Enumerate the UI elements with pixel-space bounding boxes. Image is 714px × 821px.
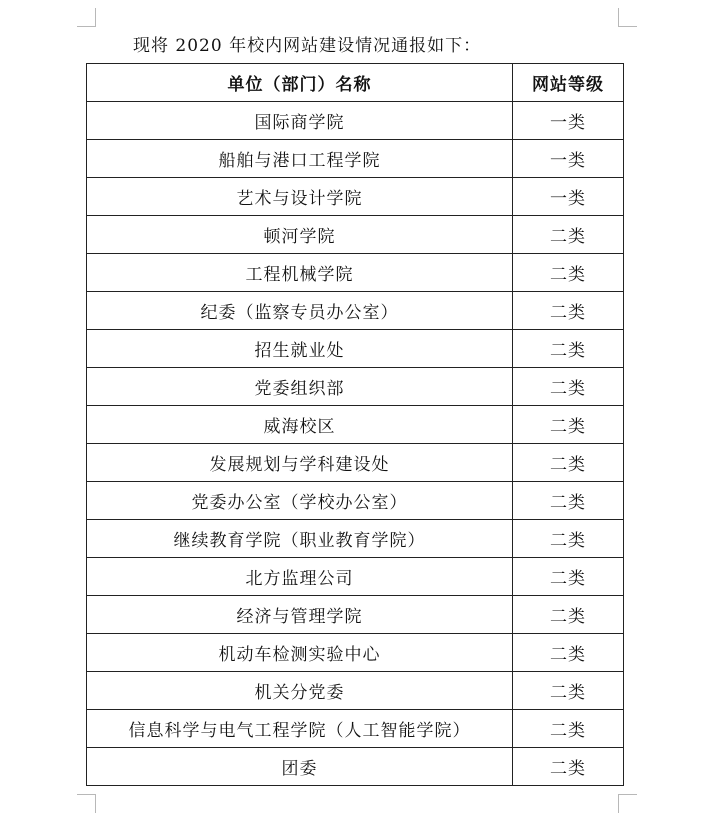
intro-paragraph: 现将 2020 年校内网站建设情况通报如下： bbox=[133, 36, 482, 56]
unit-name-cell: 党委组织部 bbox=[87, 368, 513, 406]
page-corner-mark-top-left bbox=[77, 8, 96, 27]
table-row bbox=[87, 406, 624, 444]
unit-name-cell: 机关分党委 bbox=[87, 672, 513, 710]
website-level-cell: 二类 bbox=[513, 748, 624, 786]
website-level-cell: 二类 bbox=[513, 292, 624, 330]
website-level-cell: 二类 bbox=[513, 444, 624, 482]
unit-name-cell: 威海校区 bbox=[87, 406, 513, 444]
table-row bbox=[87, 368, 624, 406]
unit-name-cell: 党委办公室（学校办公室） bbox=[87, 482, 513, 520]
table-row bbox=[87, 216, 624, 254]
unit-name-cell: 国际商学院 bbox=[87, 102, 513, 140]
website-level-cell: 二类 bbox=[513, 520, 624, 558]
website-level-cell: 一类 bbox=[513, 140, 624, 178]
website-level-cell: 二类 bbox=[513, 482, 624, 520]
unit-name-cell: 机动车检测实验中心 bbox=[87, 634, 513, 672]
header-website-level: 网站等级 bbox=[513, 64, 624, 102]
table-row bbox=[87, 140, 624, 178]
table-row bbox=[87, 634, 624, 672]
table-row bbox=[87, 482, 624, 520]
header-unit-name: 单位（部门）名称 bbox=[87, 64, 513, 102]
unit-name-cell: 工程机械学院 bbox=[87, 254, 513, 292]
website-level-cell: 二类 bbox=[513, 216, 624, 254]
table-row bbox=[87, 558, 624, 596]
unit-name-cell: 发展规划与学科建设处 bbox=[87, 444, 513, 482]
page-corner-mark-top-right bbox=[618, 8, 637, 27]
website-level-cell: 二类 bbox=[513, 672, 624, 710]
page-corner-mark-bottom-right bbox=[618, 794, 637, 813]
unit-name-cell: 经济与管理学院 bbox=[87, 596, 513, 634]
unit-name-cell: 北方监理公司 bbox=[87, 558, 513, 596]
unit-name-cell: 艺术与设计学院 bbox=[87, 178, 513, 216]
website-level-cell: 一类 bbox=[513, 178, 624, 216]
table-row bbox=[87, 596, 624, 634]
website-level-cell: 二类 bbox=[513, 710, 624, 748]
website-level-cell: 二类 bbox=[513, 634, 624, 672]
unit-name-cell: 船舶与港口工程学院 bbox=[87, 140, 513, 178]
unit-name-cell: 继续教育学院（职业教育学院） bbox=[87, 520, 513, 558]
table-row bbox=[87, 520, 624, 558]
table-row bbox=[87, 748, 624, 786]
website-level-cell: 二类 bbox=[513, 596, 624, 634]
website-level-cell: 二类 bbox=[513, 368, 624, 406]
unit-name-cell: 纪委（监察专员办公室） bbox=[87, 292, 513, 330]
table-row bbox=[87, 330, 624, 368]
website-level-cell: 二类 bbox=[513, 406, 624, 444]
table-row bbox=[87, 178, 624, 216]
table-row bbox=[87, 672, 624, 710]
website-rating-table bbox=[86, 63, 624, 786]
table-row bbox=[87, 444, 624, 482]
website-level-cell: 一类 bbox=[513, 102, 624, 140]
website-level-cell: 二类 bbox=[513, 254, 624, 292]
website-level-cell: 二类 bbox=[513, 558, 624, 596]
table-row bbox=[87, 102, 624, 140]
unit-name-cell: 团委 bbox=[87, 748, 513, 786]
table-header-row bbox=[87, 64, 624, 102]
table-row bbox=[87, 710, 624, 748]
page-corner-mark-bottom-left bbox=[77, 794, 96, 813]
website-level-cell: 二类 bbox=[513, 330, 624, 368]
unit-name-cell: 顿河学院 bbox=[87, 216, 513, 254]
table-row bbox=[87, 254, 624, 292]
unit-name-cell: 招生就业处 bbox=[87, 330, 513, 368]
unit-name-cell: 信息科学与电气工程学院（人工智能学院） bbox=[87, 710, 513, 748]
table-row bbox=[87, 292, 624, 330]
